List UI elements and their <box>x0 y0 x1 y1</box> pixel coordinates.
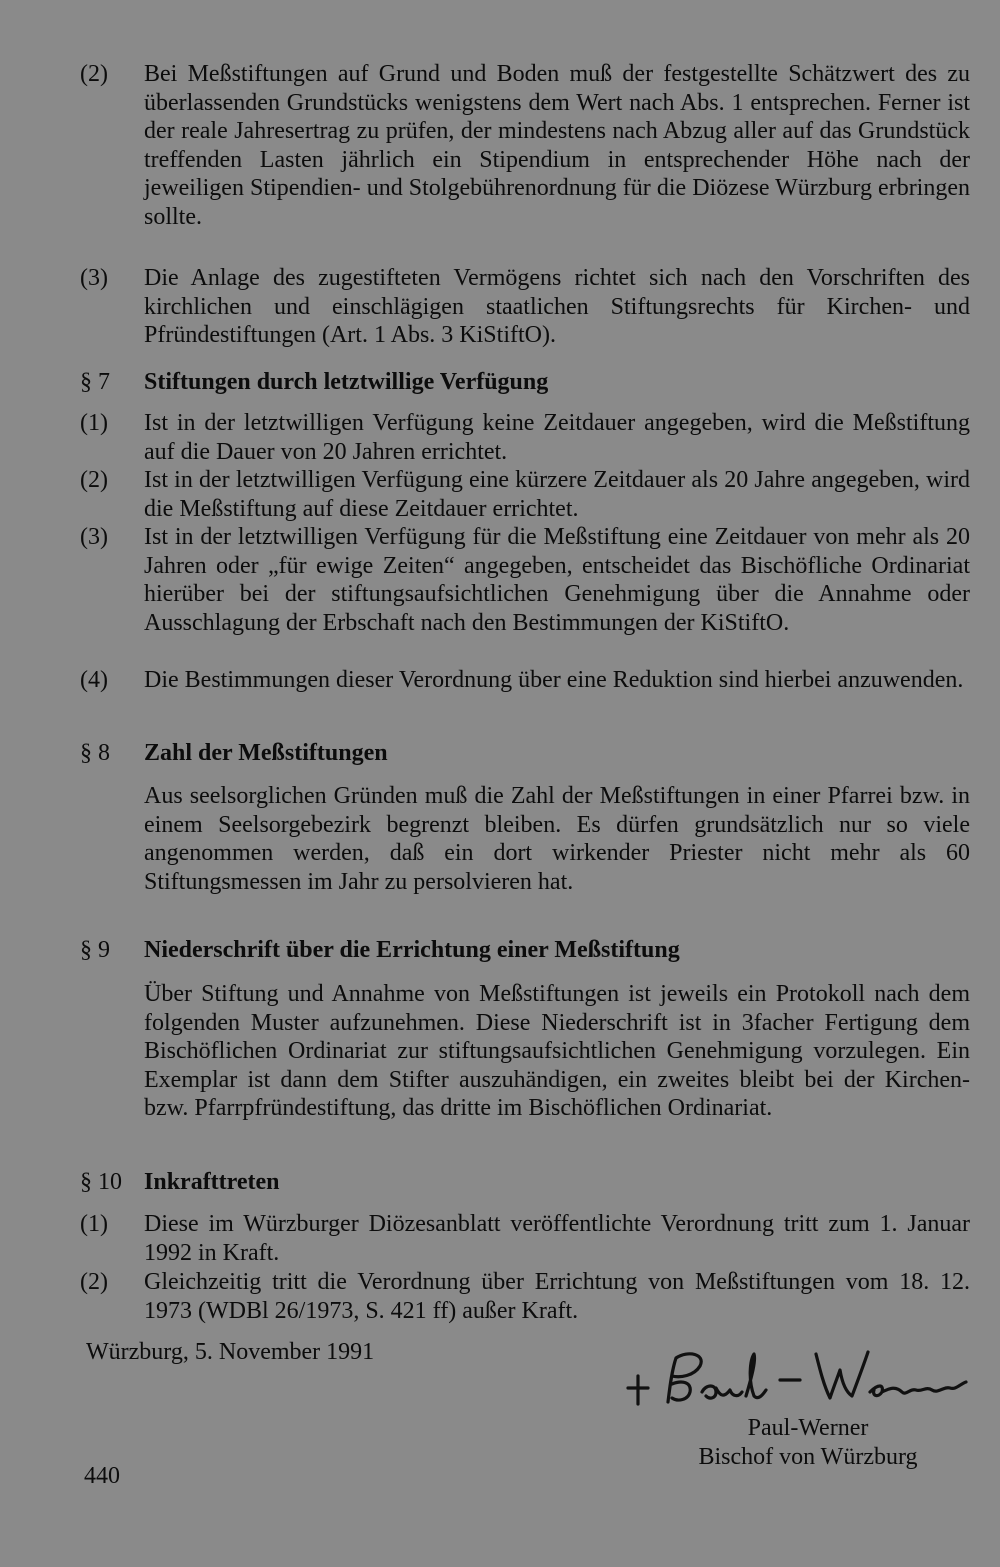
place-date: Würzburg, 5. November 1991 <box>86 1339 375 1365</box>
paragraph <box>80 264 970 350</box>
paragraph <box>80 782 970 896</box>
section-title: Inkrafttreten <box>144 1169 280 1195</box>
page-number: 440 <box>84 1463 120 1489</box>
section-number: § 9 <box>80 937 110 963</box>
section-number: § 8 <box>80 740 110 766</box>
paragraph-text: Aus seelsorglichen Gründen muß die Zahl der Meßstiftungen in einer Pfarrei bzw. in einem Seelsorgebezirk begrenzt bleiben. Es dürfen grundsätzlich nur so viele angenommen werden, daß ein dort wirkender Priester nicht mehr als 60 Stiftungsmessen im Jahr zu persolvieren hat. <box>144 783 970 895</box>
paragraph-text: Diese im Würzburger Diözesanblatt veröffentlichte Verordnung tritt zum 1. Januar 1992 in Kraft. <box>144 1211 970 1266</box>
paragraph-text: Die Bestimmungen dieser Verordnung über eine Reduktion sind hierbei anzuwenden. <box>144 667 964 693</box>
section-title: Niederschrift über die Errichtung einer Meßstiftung <box>144 937 680 963</box>
section-heading <box>80 368 970 397</box>
section-title: Stiftungen durch letztwillige Verfügung <box>144 369 549 395</box>
paragraph-text: Über Stiftung und Annahme von Meßstiftungen ist jeweils ein Protokoll nach dem folgenden Muster aufzunehmen. Diese Niederschrift ist in 3facher Fertigung dem Bischöflichen Ordinariat zur stiftungsaufsichtlichen Genehmigung vorzulegen. Ein Exemplar ist dann dem Stifter auszuhändigen, ein zweites bleibt bei der Kirchen- bzw. Pfarrpfründestiftung, das dritte im Bischöflichen Ordinariat. <box>144 981 970 1122</box>
section-heading <box>80 1168 970 1197</box>
paragraph-number: (1) <box>80 1211 108 1237</box>
paragraph-text: Ist in der letztwilligen Verfügung für die Meßstiftung eine Zeitdauer von mehr als 20 Jahren oder „für ewige Zeiten“ angegeben, entscheidet das Bischöfliche Ordinariat hierüber bei der stiftungsaufsichtlichen Genehmigung über die Annahme oder Ausschlagung der Erbschaft nach den Bestimmungen der KiStiftO. <box>144 524 970 636</box>
signatory-title: Bischof von Würzburg <box>698 1444 918 1470</box>
paragraph <box>80 980 970 1123</box>
paragraph <box>80 60 970 232</box>
section-number: § 10 <box>80 1169 122 1195</box>
handwritten-signature <box>620 1340 980 1420</box>
paragraph <box>80 1268 970 1325</box>
paragraph-text: Die Anlage des zugestifteten Vermögens richtet sich nach den Vorschriften des kirchlichen und einschlägigen staatlichen Stiftungsrechts für Kirchen- und Pfründestiftungen (Art. 1 Abs. 3 KiStiftO). <box>144 265 970 349</box>
section-number: § 7 <box>80 369 110 395</box>
section-heading <box>80 739 970 768</box>
paragraph-number: (4) <box>80 667 108 693</box>
paragraph-number: (2) <box>80 1269 108 1295</box>
paragraph-number: (2) <box>80 61 108 87</box>
paragraph <box>80 466 970 523</box>
section-title: Zahl der Meßstiftungen <box>144 740 388 766</box>
paragraph-number: (1) <box>80 410 108 436</box>
paragraph <box>80 666 970 695</box>
paragraph-text: Ist in der letztwilligen Verfügung eine kürzere Zeitdauer als 20 Jahre angegeben, wird die Meßstiftung auf diese Zeitdauer errichtet. <box>144 467 970 522</box>
signatory-name: Paul-Werner <box>747 1415 869 1441</box>
paragraph-text: Gleichzeitig tritt die Verordnung über Errichtung von Meßstiftungen vom 18. 12. 1973 (WDBl 26/1973, S. 421 ff) außer Kraft. <box>144 1269 970 1324</box>
paragraph <box>80 523 970 637</box>
paragraph-number: (2) <box>80 467 108 493</box>
paragraph <box>80 1210 970 1267</box>
paragraph-number: (3) <box>80 524 108 550</box>
paragraph-number: (3) <box>80 265 108 291</box>
paragraph-text: Bei Meßstiftungen auf Grund und Boden muß der festgestellte Schätzwert des zu überlassenden Grundstücks wenigstens dem Wert nach Abs. 1 entsprechen. Ferner ist der reale Jahresertrag zu prüfen, der mindestens nach Abzug aller auf das Grundstück treffenden Lasten jährlich ein Stipendium in entsprechender Höhe nach der jeweiligen Stipendien- und Stolgebührenordnung für die Diözese Würzburg erbringen sollte. <box>144 61 970 230</box>
section-heading <box>80 936 970 965</box>
paragraph <box>80 409 970 466</box>
paragraph-text: Ist in der letztwilligen Verfügung keine Zeitdauer angegeben, wird die Meßstiftung auf die Dauer von 20 Jahren errichtet. <box>144 410 970 465</box>
